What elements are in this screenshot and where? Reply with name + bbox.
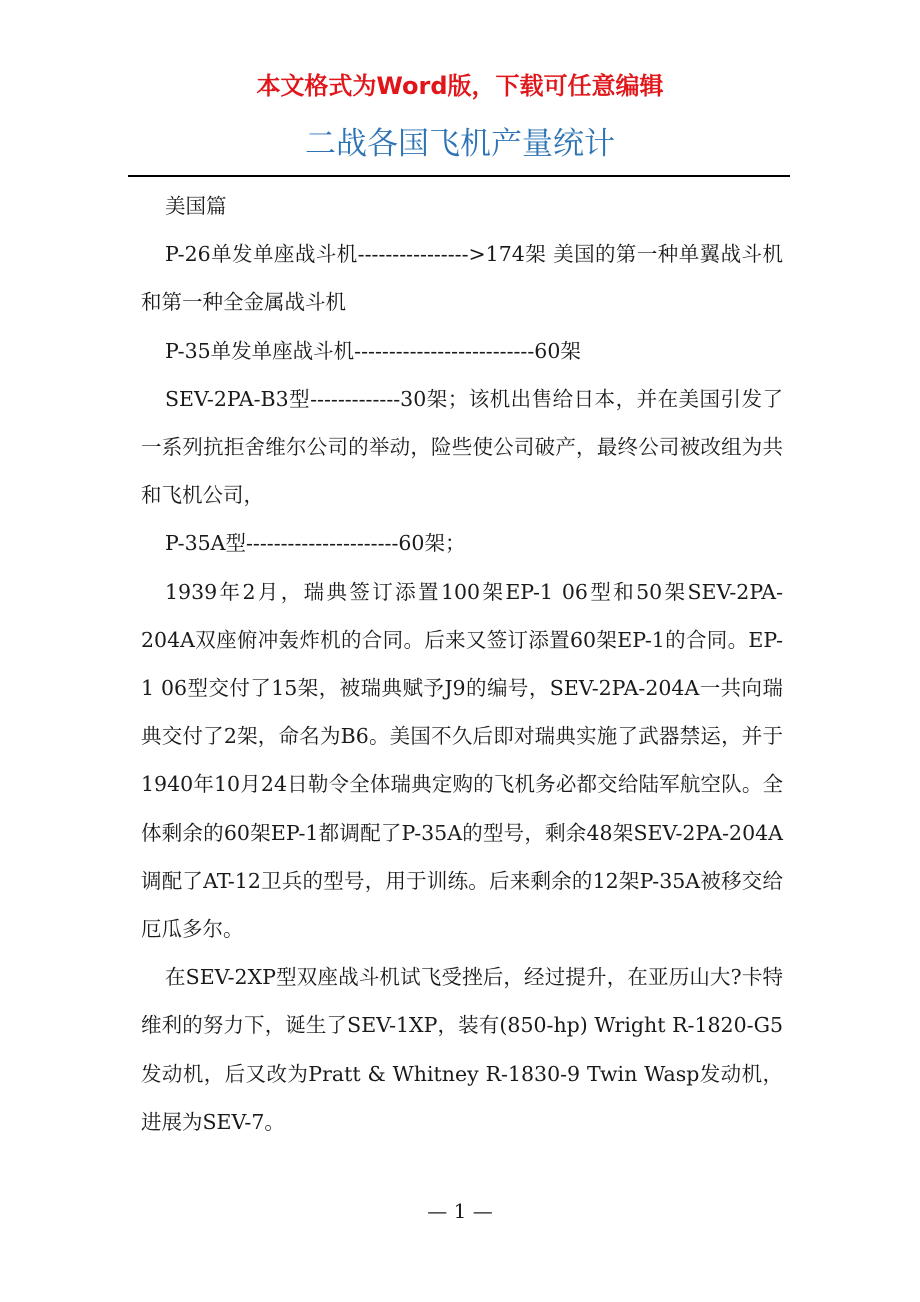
- paragraph-sev-2pa-b3: SEV-2PA-B3型-------------30架；该机出售给日本，并在美国引发了一系列抗拒舍维尔公司的举动，险些使公司破产，最终公司被改组为共和飞机公司，: [141, 386, 783, 508]
- paragraph-p35: P-35单发单座战斗机--------------------------60架: [165, 338, 581, 363]
- paragraph-sev-1xp: 在SEV-2XP型双座战斗机试飞受挫后，经过提升，在亚历山大?卡特维利的努力下，诞生了SEV-1XP，装有(850-hp) Wright R-1820-G5发动机，后又改为Pratt & Whitney R-1830-9 Twin Wasp发动机，进展为SEV-7。: [141, 965, 783, 1134]
- paragraph-p26: P-26单发单座战斗机---------------->174架 美国的第一种单翼战斗机和第一种全金属战斗机: [141, 242, 783, 315]
- paragraph-p35a: P-35A型----------------------60架；: [165, 531, 466, 556]
- title-divider: [128, 175, 790, 177]
- paragraph-sweden-contract: 1939年2月，瑞典签订添置100架EP-1 06型和50架SEV-2PA-204A双座俯冲轰炸机的合同。后来又签订添置60架EP-1的合同。EP-1 06型交付了15架，被瑞典赋予J9的编号，SEV-2PA-204A一共向瑞典交付了2架，命名为B6。美国不久后即对瑞典实施了武器禁运，并于1940年10月24日勒令全体瑞典定购的飞机务必都交给陆军航空队。全体剩余的60架EP-1都调配了P-35A的型号，剩余48架SEV-2PA-204A调配了AT-12卫兵的型号，用于训练。后来剩余的12架P-35A被移交给厄瓜多尔。: [141, 579, 783, 942]
- document-title: 二战各国飞机产量统计: [305, 126, 615, 162]
- document-body: [141, 182, 783, 1146]
- section-heading: 美国篇: [165, 194, 227, 218]
- page-number: — 1 —: [427, 1199, 493, 1223]
- download-banner: 本文格式为Word版，下载可任意编辑: [256, 72, 664, 100]
